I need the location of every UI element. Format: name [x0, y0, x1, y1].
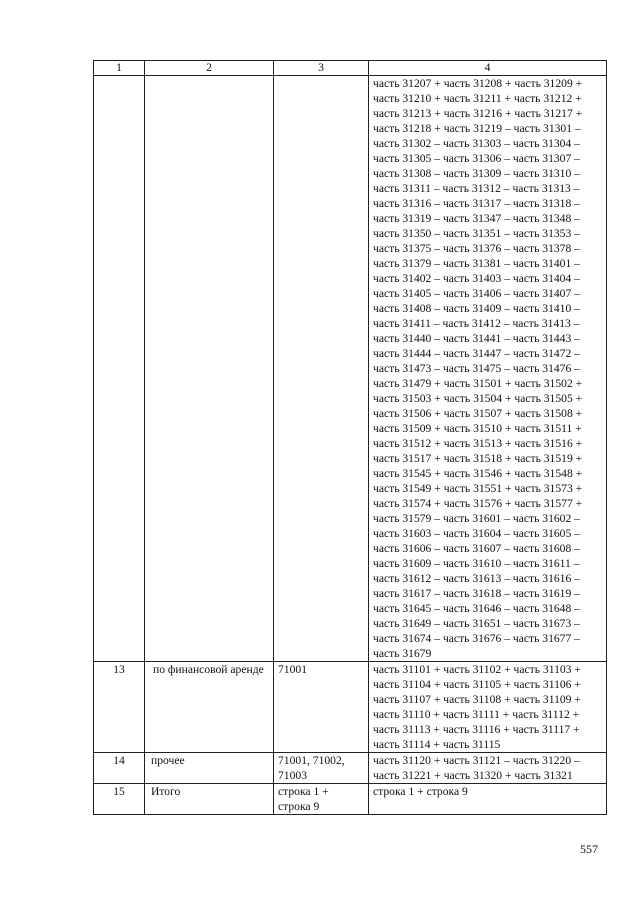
- header-col-4: 4: [369, 61, 607, 76]
- row-name: по финансовой аренде: [145, 662, 274, 753]
- row-code: строка 1 + строка 9: [274, 784, 369, 815]
- row-number: 13: [94, 662, 145, 753]
- formula-line: часть 31305 – часть 31306 – часть 31307 –: [373, 152, 580, 165]
- formula-line: часть 31302 – часть 31303 – часть 31304 –: [373, 137, 580, 150]
- cell-empty: [274, 76, 369, 662]
- formula-line: часть 31311 – часть 31312 – часть 31313 –: [373, 182, 580, 195]
- formula-line: часть 31405 – часть 31406 – часть 31407 –: [373, 287, 580, 300]
- formula-line: строка 1 + строка 9: [373, 785, 468, 798]
- row-code: 71001, 71002, 71003: [274, 753, 369, 784]
- formula-line: часть 31473 – часть 31475 – часть 31476 –: [373, 362, 580, 375]
- row-formula: [369, 753, 607, 784]
- table-row: [94, 784, 607, 815]
- formula-line: часть 31110 + часть 31111 + часть 31112 +: [373, 708, 580, 721]
- cell-empty: [94, 76, 145, 662]
- row-code: 71001: [274, 662, 369, 753]
- formula-line: часть 31444 – часть 31447 – часть 31472 –: [373, 347, 580, 360]
- row-formula: [369, 662, 607, 753]
- formula-line: часть 31649 – часть 31651 – часть 31673 –: [373, 617, 580, 630]
- header-col-1: 1: [94, 61, 145, 76]
- formula-line: часть 31506 + часть 31507 + часть 31508 +: [373, 407, 583, 420]
- continuation-row: [94, 76, 607, 662]
- row-formula: [369, 784, 607, 815]
- formula-line: часть 31603 – часть 31604 – часть 31605 –: [373, 527, 580, 540]
- page-number: 557: [580, 842, 598, 856]
- formula-line: часть 31411 – часть 31412 – часть 31413 –: [373, 317, 580, 330]
- formula-line: часть 31617 – часть 31618 – часть 31619 –: [373, 587, 580, 600]
- formula-line: часть 31612 – часть 31613 – часть 31616 –: [373, 572, 580, 585]
- continuation-formula: [369, 76, 607, 662]
- header-row: [94, 61, 607, 76]
- header-col-2: 2: [145, 61, 274, 76]
- row-number: 14: [94, 753, 145, 784]
- formula-line: часть 31221 + часть 31320 + часть 31321: [373, 769, 573, 782]
- formula-line: часть 31549 + часть 31551 + часть 31573 +: [373, 482, 583, 495]
- formula-line: часть 31674 – часть 31676 – часть 31677 –: [373, 632, 580, 645]
- formula-line: часть 31308 – часть 31309 – часть 31310 –: [373, 167, 580, 180]
- formula-line: часть 31645 – часть 31646 – часть 31648 –: [373, 602, 580, 615]
- formula-line: часть 31402 – часть 31403 – часть 31404 –: [373, 272, 580, 285]
- formula-line: часть 31114 + часть 31115: [373, 738, 501, 751]
- formula-line: часть 31512 + часть 31513 + часть 31516 +: [373, 437, 583, 450]
- formula-line: часть 31440 – часть 31441 – часть 31443 –: [373, 332, 580, 345]
- formula-line: часть 31408 – часть 31409 – часть 31410 –: [373, 302, 580, 315]
- row-name: Итого: [145, 784, 274, 815]
- formula-line: часть 31319 – часть 31347 – часть 31348 –: [373, 212, 580, 225]
- formula-line: часть 31545 + часть 31546 + часть 31548 +: [373, 467, 583, 480]
- formula-line: часть 31104 + часть 31105 + часть 31106 +: [373, 678, 581, 691]
- formula-line: часть 31503 + часть 31504 + часть 31505 +: [373, 392, 583, 405]
- header-col-3: 3: [274, 61, 369, 76]
- formula-line: часть 31579 – часть 31601 – часть 31602 –: [373, 512, 580, 525]
- formula-line: часть 31113 + часть 31116 + часть 31117 +: [373, 723, 580, 736]
- formula-line: часть 31101 + часть 31102 + часть 31103 +: [373, 663, 581, 676]
- table-row: [94, 753, 607, 784]
- formula-line: часть 31210 + часть 31211 + часть 31212 +: [373, 92, 582, 105]
- formula-line: часть 31316 – часть 31317 – часть 31318 –: [373, 197, 580, 210]
- table-row: [94, 662, 607, 753]
- row-number: 15: [94, 784, 145, 815]
- row-name: прочее: [145, 753, 274, 784]
- formula-line: часть 31120 + часть 31121 – часть 31220 –: [373, 754, 580, 767]
- formula-line: часть 31379 – часть 31381 – часть 31401 –: [373, 257, 580, 270]
- formula-line: часть 31517 + часть 31518 + часть 31519 +: [373, 452, 583, 465]
- formula-line: часть 31679: [373, 647, 432, 660]
- formula-line: часть 31609 – часть 31610 – часть 31611 –: [373, 557, 580, 570]
- formula-line: часть 31509 + часть 31510 + часть 31511 +: [373, 422, 582, 435]
- formula-line: часть 31350 – часть 31351 – часть 31353 –: [373, 227, 580, 240]
- formula-line: часть 31375 – часть 31376 – часть 31378 –: [373, 242, 580, 255]
- formula-line: часть 31606 – часть 31607 – часть 31608 –: [373, 542, 580, 555]
- formula-line: часть 31218 + часть 31219 – часть 31301 –: [373, 122, 581, 135]
- cell-empty: [145, 76, 274, 662]
- formula-line: часть 31207 + часть 31208 + часть 31209 +: [373, 77, 583, 90]
- data-table: [93, 60, 607, 815]
- formula-line: часть 31213 + часть 31216 + часть 31217 +: [373, 107, 583, 120]
- formula-line: часть 31479 + часть 31501 + часть 31502 +: [373, 377, 583, 390]
- formula-line: часть 31574 + часть 31576 + часть 31577 +: [373, 497, 583, 510]
- formula-line: часть 31107 + часть 31108 + часть 31109 +: [373, 693, 581, 706]
